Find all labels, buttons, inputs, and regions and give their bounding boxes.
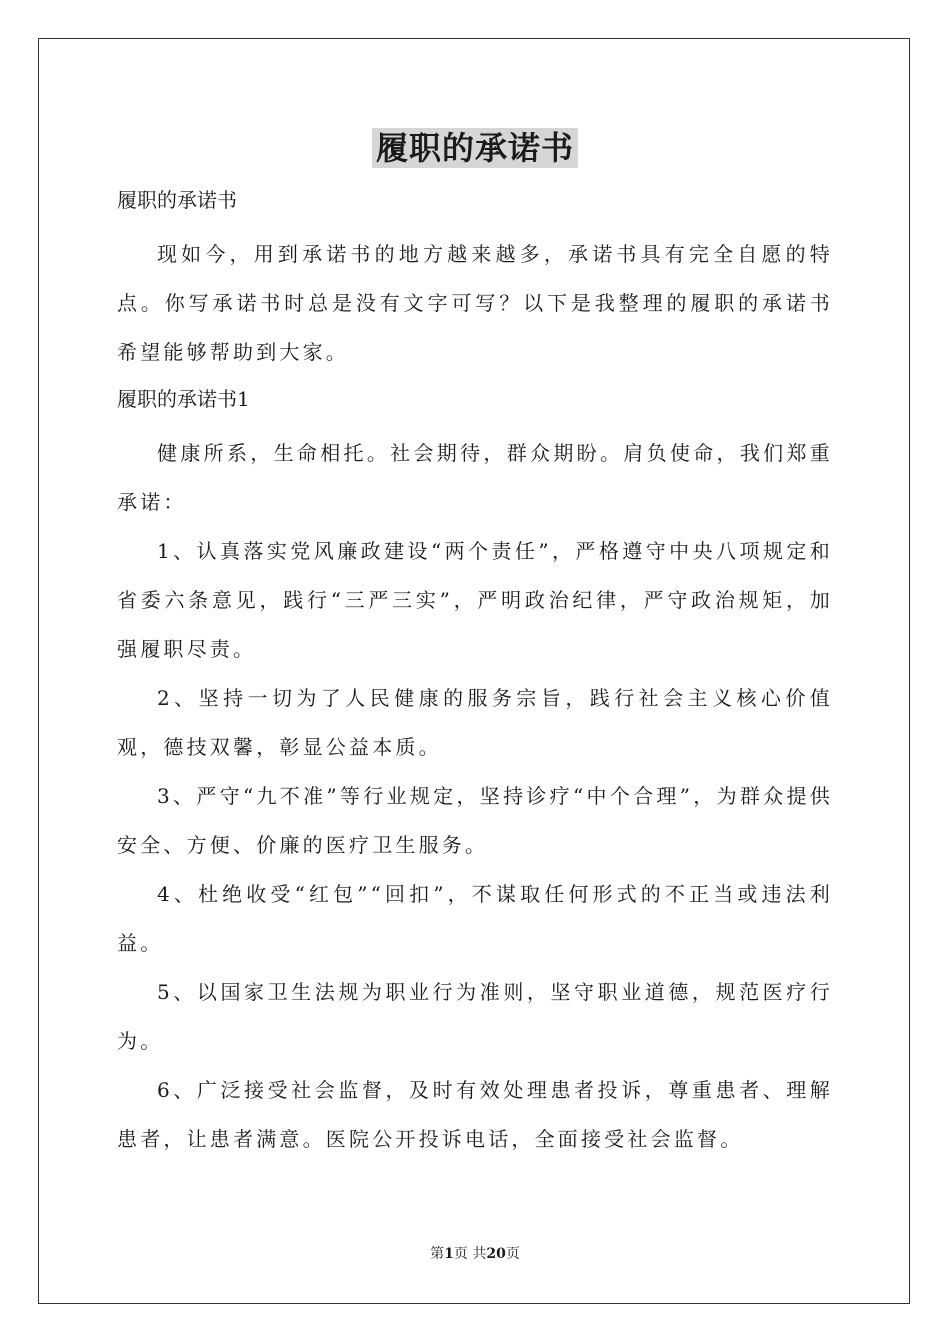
footer-page-suffix: 页 <box>505 1246 520 1262</box>
paragraph: 3、严守“九不准”等行业规定，坚持诊疗“中个合理”，为群众提供安全、方便、价廉的医疗卫生服务。 <box>117 784 833 857</box>
footer-page-mid: 页 共 <box>453 1246 487 1262</box>
footer-current-page: 1 <box>444 1246 454 1262</box>
page-footer <box>0 1244 950 1264</box>
paragraph: 6、广泛接受社会监督，及时有效处理患者投诉，尊重患者、理解患者，让患者满意。医院公开投诉电话，全面接受社会监督。 <box>117 1078 833 1151</box>
document-title: 履职的承诺书 <box>372 128 578 168</box>
paragraph: 2、坚持一切为了人民健康的服务宗旨，践行社会主义核心价值观，德技双馨，彰显公益本质。 <box>117 686 833 759</box>
section-heading: 履职的承诺书1 <box>117 387 250 411</box>
paragraph: 4、杜绝收受“红包”“回扣”，不谋取任何形式的不正当或违法利益。 <box>117 882 833 955</box>
paragraph: 健康所系，生命相托。社会期待，群众期盼。肩负使命，我们郑重承诺： <box>117 441 833 514</box>
paragraph: 1、认真落实党风廉政建设“两个责任”，严格遵守中央八项规定和省委六条意见，践行“三严三实”，严明政治纪律，严守政治规矩，加强履职尽责。 <box>117 539 833 661</box>
title-container <box>0 128 950 168</box>
paragraph: 5、以国家卫生法规为职业行为准则，坚守职业道德，规范医疗行为。 <box>117 980 833 1053</box>
footer-page-prefix: 第 <box>430 1246 445 1262</box>
footer-total-pages: 20 <box>486 1246 506 1262</box>
document-body <box>117 180 833 1164</box>
intro-paragraph: 现如今，用到承诺书的地方越来越多，承诺书具有完全自愿的特点。你写承诺书时总是没有文字可写？以下是我整理的履职的承诺书希望能够帮助到大家。 <box>117 242 833 364</box>
document-subtitle: 履职的承诺书 <box>117 188 237 212</box>
